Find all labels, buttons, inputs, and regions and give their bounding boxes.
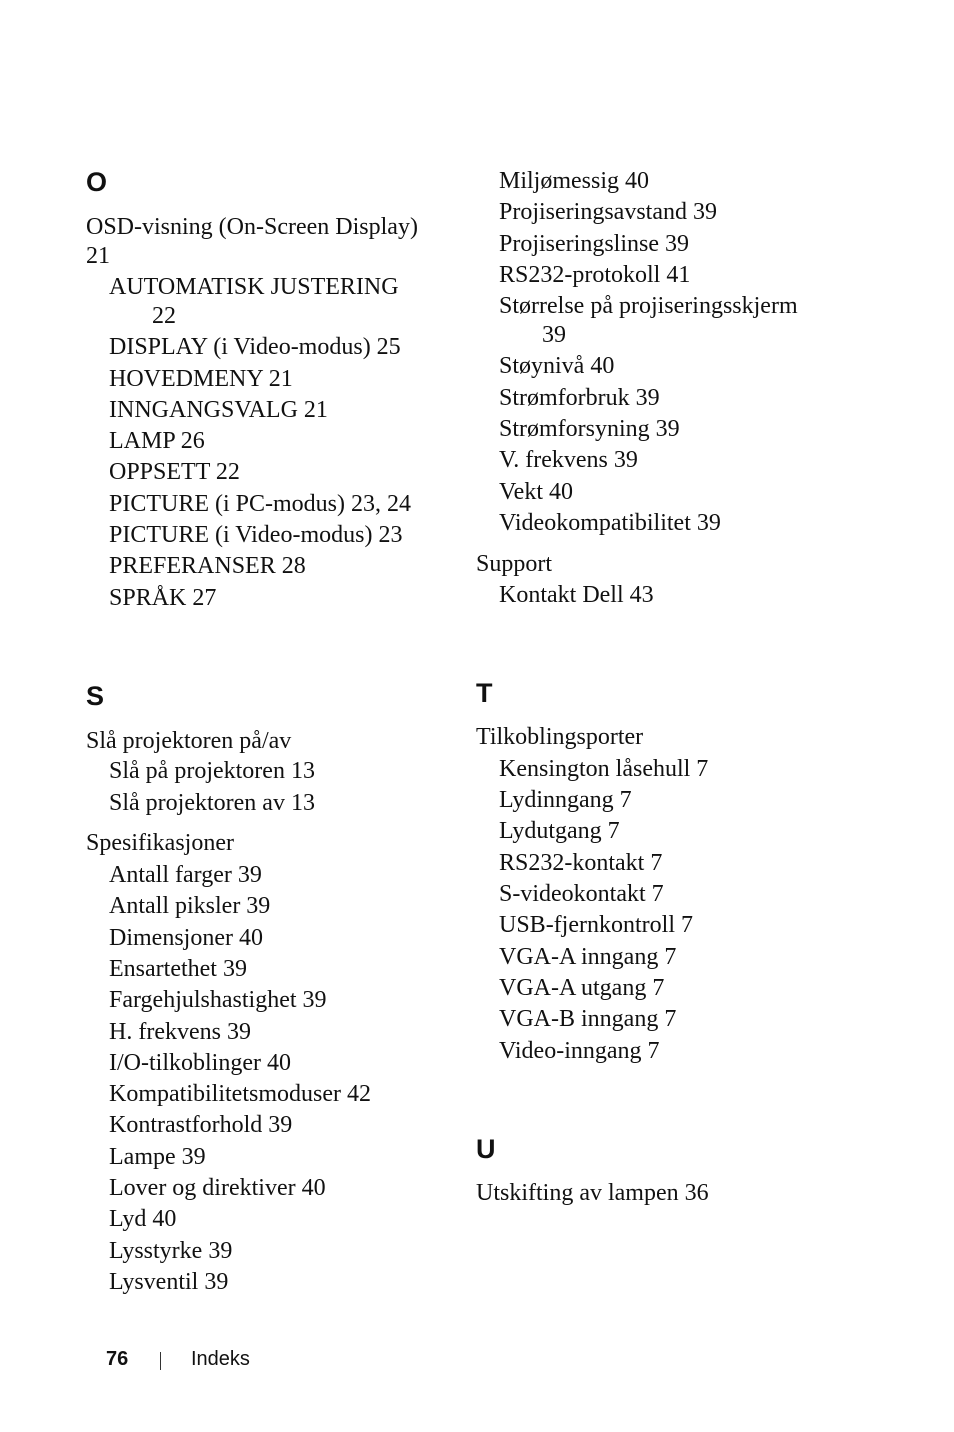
index-subentry: PICTURE (i Video-modus) 23 (109, 522, 403, 548)
index-subentry: Dimensjoner 40 (109, 925, 263, 951)
index-subentry: Antall farger 39 (109, 862, 262, 888)
index-subentry: Støynivå 40 (499, 353, 615, 379)
index-subentry: Lysstyrke 39 (109, 1238, 233, 1264)
index-subentry: Strømforsyning 39 (499, 416, 680, 442)
index-subentry: HOVEDMENY 21 (109, 366, 293, 392)
index-subentry: VGA-A utgang 7 (499, 975, 665, 1001)
index-subentry: Ensartethet 39 (109, 956, 247, 982)
index-subentry: Kompatibilitetsmoduser 42 (109, 1081, 371, 1107)
index-entry: Utskifting av lampen 36 (476, 1180, 709, 1206)
index-entry: Tilkoblingsporter (476, 724, 644, 750)
index-subentry: RS232-protokoll 41 (499, 262, 691, 288)
index-subentry: Størrelse på projiseringsskjerm (499, 293, 798, 319)
section-heading-o: O (86, 167, 108, 197)
index-entry: 21 (86, 243, 110, 269)
index-subentry: Projiseringslinse 39 (499, 231, 689, 257)
index-subentry: Slå på projektoren 13 (109, 758, 315, 784)
index-subentry: 39 (542, 322, 566, 348)
index-subentry: Lydinngang 7 (499, 787, 632, 813)
index-subentry: Lysventil 39 (109, 1269, 229, 1295)
footer-title: Indeks (191, 1348, 250, 1370)
index-subentry: Vekt 40 (499, 479, 573, 505)
index-subentry: Lydutgang 7 (499, 818, 620, 844)
index-subentry: H. frekvens 39 (109, 1019, 251, 1045)
index-subentry: Lover og direktiver 40 (109, 1175, 326, 1201)
index-subentry: Projiseringsavstand 39 (499, 199, 717, 225)
page-number: 76 (106, 1348, 129, 1370)
index-subentry: PICTURE (i PC-modus) 23, 24 (109, 491, 412, 517)
index-subentry: Lyd 40 (109, 1206, 177, 1232)
index-subentry: Kontakt Dell 43 (499, 582, 654, 608)
index-entry: Slå projektoren på/av (86, 728, 292, 754)
index-subentry: DISPLAY (i Video-modus) 25 (109, 334, 401, 360)
index-subentry: SPRÅK 27 (109, 585, 217, 611)
index-subentry: LAMP 26 (109, 428, 205, 454)
index-subentry: Kensington låsehull 7 (499, 756, 709, 782)
section-heading-u: U (476, 1134, 496, 1164)
index-entry: OSD-visning (On-Screen Display) (86, 214, 418, 240)
index-subentry: AUTOMATISK JUSTERING (109, 274, 399, 300)
index-entry: Support (476, 551, 553, 577)
index-subentry: S-videokontakt 7 (499, 881, 664, 907)
index-subentry: Videokompatibilitet 39 (499, 510, 721, 536)
index-subentry: Video-inngang 7 (499, 1038, 660, 1064)
section-heading-s: S (86, 681, 105, 711)
index-entry: Spesifikasjoner (86, 830, 234, 856)
index-subentry: OPPSETT 22 (109, 459, 240, 485)
footer-separator (160, 1352, 161, 1370)
index-subentry: VGA-A inngang 7 (499, 944, 677, 970)
index-subentry: VGA-B inngang 7 (499, 1006, 677, 1032)
index-subentry: Fargehjulshastighet 39 (109, 987, 327, 1013)
index-subentry: USB-fjernkontroll 7 (499, 912, 693, 938)
section-heading-t: T (476, 678, 493, 708)
index-subentry: Antall piksler 39 (109, 893, 271, 919)
index-subentry: PREFERANSER 28 (109, 553, 306, 579)
index-subentry: Kontrastforhold 39 (109, 1112, 293, 1138)
index-subentry: Slå projektoren av 13 (109, 790, 315, 816)
index-subentry: Miljømessig 40 (499, 168, 650, 194)
index-subentry: 22 (152, 303, 176, 329)
index-subentry: V. frekvens 39 (499, 447, 638, 473)
index-subentry: Lampe 39 (109, 1144, 206, 1170)
index-subentry: Strømforbruk 39 (499, 385, 660, 411)
index-subentry: INNGANGSVALG 21 (109, 397, 328, 423)
index-subentry: I/O-tilkoblinger 40 (109, 1050, 291, 1076)
index-subentry: RS232-kontakt 7 (499, 850, 663, 876)
